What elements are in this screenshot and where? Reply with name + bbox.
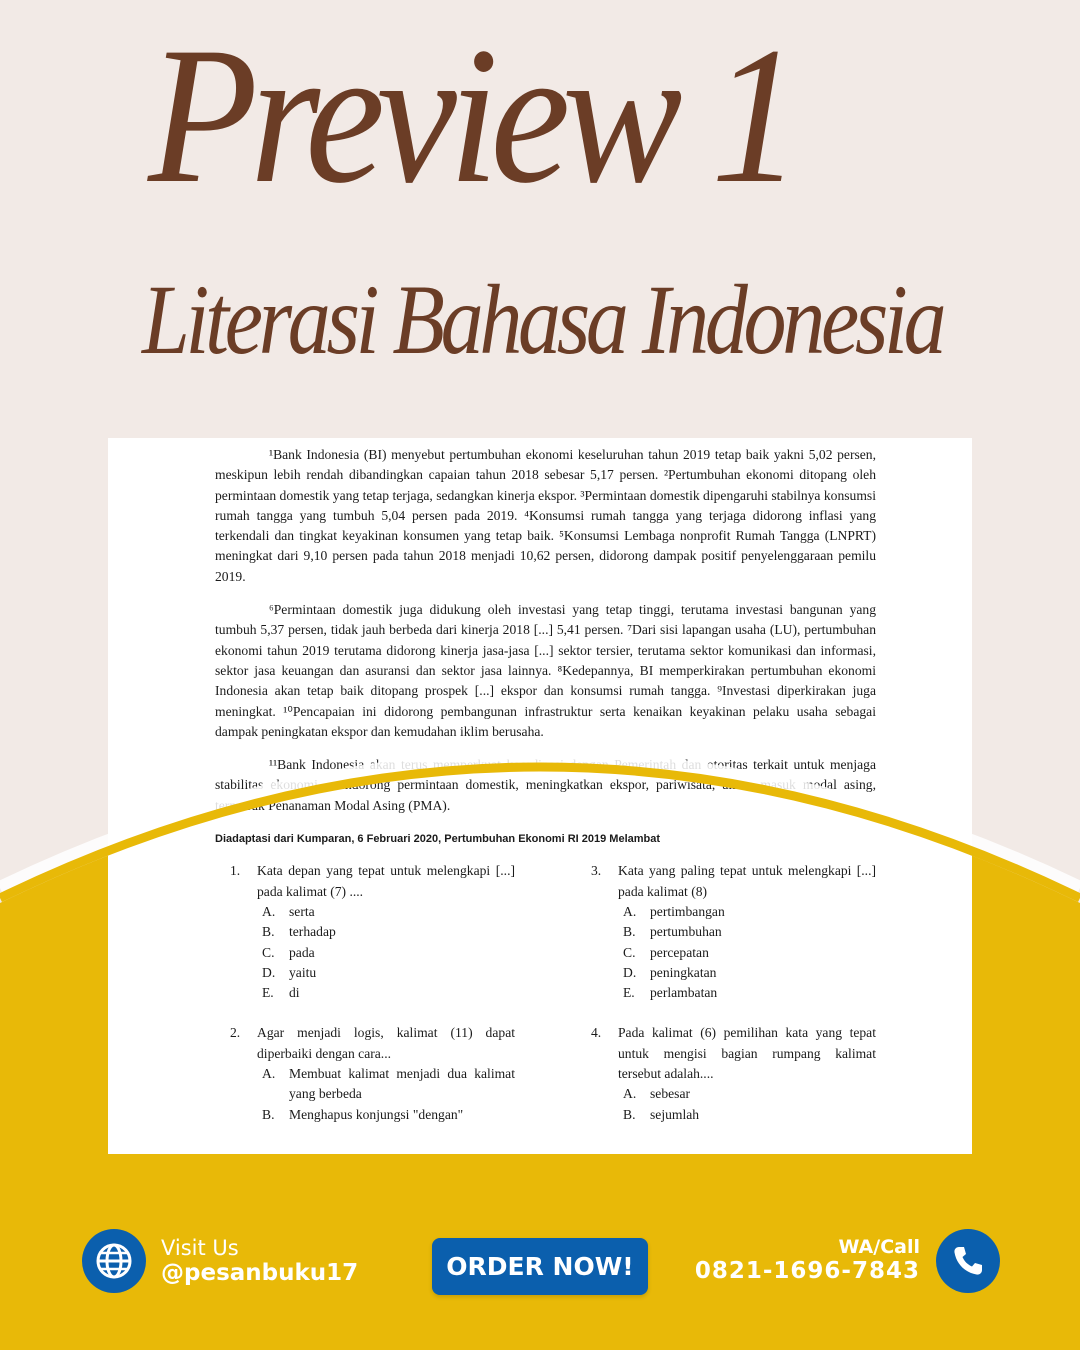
option-letter: E. — [262, 985, 274, 1001]
question-3 — [576, 861, 876, 1003]
option-d — [618, 963, 876, 983]
option-b — [257, 1105, 515, 1125]
question-text: Pada kalimat (6) pemilihan kata yang tepat untuk mengisi bagian rumpang kalimat tersebut adalah.... — [618, 1025, 876, 1082]
option-text: di — [289, 985, 300, 1001]
visit-us-text[interactable] — [161, 1236, 358, 1286]
document-paragraph-3: ¹¹Bank Indonesia akan terus memperkuat koordinasi dengan Pemerintah dan otoritas terkait untuk menjaga stabilitas ekonomi, mendorong permintaan domestik, meningkatkan ekspor, pariwisata, aliran masuk modal asing, termasuk Penanaman Modal Asing (PMA). — [215, 757, 876, 813]
questions-section — [215, 861, 876, 1145]
option-text: yaitu — [289, 964, 317, 980]
question-text: Kata yang paling tepat untuk melengkapi [...] pada kalimat (8) — [618, 863, 876, 899]
question-number: 2. — [230, 1025, 241, 1041]
wa-call-text[interactable] — [690, 1236, 920, 1284]
option-c — [618, 943, 876, 963]
phone-icon-wrap[interactable] — [936, 1229, 1000, 1293]
option-a — [257, 1064, 515, 1105]
globe-icon[interactable] — [82, 1229, 146, 1293]
option-b — [257, 922, 515, 942]
visit-label: Visit Us — [161, 1236, 239, 1260]
wa-label: WA/Call — [838, 1236, 920, 1258]
option-d — [257, 963, 515, 983]
option-a — [618, 1084, 876, 1104]
question-1 — [215, 861, 515, 1003]
option-letter: E. — [623, 985, 635, 1001]
document-content — [215, 445, 876, 1145]
option-text: terhadap — [289, 924, 336, 940]
page-subtitle: Literasi Bahasa Indonesia — [142, 264, 943, 375]
option-letter: D. — [623, 964, 637, 980]
question-2 — [215, 1023, 515, 1124]
visit-us-icon-wrap[interactable] — [82, 1229, 146, 1293]
phone-number[interactable]: 0821-1696-7843 — [694, 1258, 920, 1284]
option-a — [618, 902, 876, 922]
question-4 — [576, 1023, 876, 1124]
option-text: sebesar — [650, 1086, 691, 1102]
option-letter: B. — [623, 924, 636, 940]
question-number: 3. — [591, 863, 602, 879]
option-text: pada — [289, 944, 315, 960]
option-text: perlambatan — [650, 985, 718, 1001]
question-number: 1. — [230, 863, 241, 879]
option-letter: B. — [262, 1106, 275, 1122]
option-e — [618, 983, 876, 1003]
option-text: Membuat kalimat menjadi dua kalimat yang berbeda — [289, 1066, 515, 1102]
phone-icon[interactable] — [936, 1229, 1000, 1293]
question-text: Kata depan yang tepat untuk melengkapi [...] pada kalimat (7) .... — [257, 863, 515, 899]
option-letter: A. — [623, 1086, 637, 1102]
option-letter: B. — [262, 924, 275, 940]
question-number: 4. — [591, 1025, 602, 1041]
option-text: percepatan — [650, 944, 709, 960]
option-text: pertimbangan — [650, 903, 725, 919]
option-c — [257, 943, 515, 963]
social-handle[interactable]: @pesanbuku17 — [161, 1260, 359, 1286]
option-text: sejumlah — [650, 1106, 700, 1122]
option-letter: C. — [623, 944, 636, 960]
order-now-button[interactable]: ORDER NOW! — [432, 1238, 648, 1295]
questions-left-column — [215, 861, 515, 1145]
option-b — [618, 1105, 876, 1125]
option-text: Menghapus konjungsi "dengan" — [289, 1106, 464, 1122]
document-paragraph-1: ¹Bank Indonesia (BI) menyebut pertumbuhan ekonomi keseluruhan tahun 2019 tetap baik yakni 5,02 persen, meskipun lebih rendah dibandingkan capaian tahun 2018 sebesar 5,17 persen. ²Pertumbuhan ekonomi ditopang oleh permintaan domestik yang tetap terjaga, sedangkan kinerja ekspor. ³Permintaan domestik dipengaruhi stabilnya konsumsi rumah tangga yang tumbuh 5,04 persen pada 2019. ⁴Konsumsi rumah tangga yang terjaga didorong inflasi yang terkendali dan tingkat keyakinan konsumen yang tetap baik. ⁵Konsumsi Lembaga nonprofit Rumah Tangga (LNPRT) meningkat dari 9,10 persen pada tahun 2018 menjadi 10,62 persen, didorong dampak positif penyelenggaraan pemilu 2019. — [215, 447, 876, 584]
option-letter: C. — [262, 944, 275, 960]
question-text: Agar menjadi logis, kalimat (11) dapat diperbaiki dengan cara... — [257, 1025, 515, 1061]
option-a — [257, 902, 515, 922]
page-title: Preview 1 — [148, 7, 793, 224]
option-letter: A. — [623, 903, 637, 919]
option-letter: B. — [623, 1106, 636, 1122]
option-letter: A. — [262, 903, 276, 919]
option-e — [257, 983, 515, 1003]
option-b — [618, 922, 876, 942]
option-letter: D. — [262, 964, 276, 980]
document-paragraph-2: ⁶Permintaan domestik juga didukung oleh investasi yang tetap tinggi, terutama investasi bangunan yang tumbuh 5,37 persen, tidak jauh berbeda dari kinerja 2018 [...] 5,41 persen. ⁷Dari sisi lapangan usaha (LU), pertumbuhan ekonomi tahun 2019 terutama didorong kinerja jasa-jasa [...] sektor tersier, terutama sektor komunikasi dan informasi, sektor jasa keuangan dan asuransi dan sektor jasa lainnya. ⁸Kedepannya, BI memperkirakan pertumbuhan ekonomi Indonesia akan tetap baik ditopang prospek [...] ekspor dan konsumsi rumah tangga. ⁹Investasi diperkirakan juga meningkat. ¹⁰Pencapaian ini didorong pembangunan infrastruktur serta kenaikan keyakinan pelaku usaha sebagai dampak peningkatan ekspor dan kemudahan iklim berusaha. — [215, 602, 876, 739]
option-text: peningkatan — [650, 964, 717, 980]
questions-right-column — [576, 861, 876, 1145]
option-text: serta — [289, 903, 315, 919]
option-letter: A. — [262, 1066, 276, 1082]
document-preview — [108, 438, 972, 1154]
option-text: pertumbuhan — [650, 924, 722, 940]
document-source: Diadaptasi dari Kumparan, 6 Februari 2020, Pertumbuhan Ekonomi RI 2019 Melambat — [215, 833, 661, 846]
